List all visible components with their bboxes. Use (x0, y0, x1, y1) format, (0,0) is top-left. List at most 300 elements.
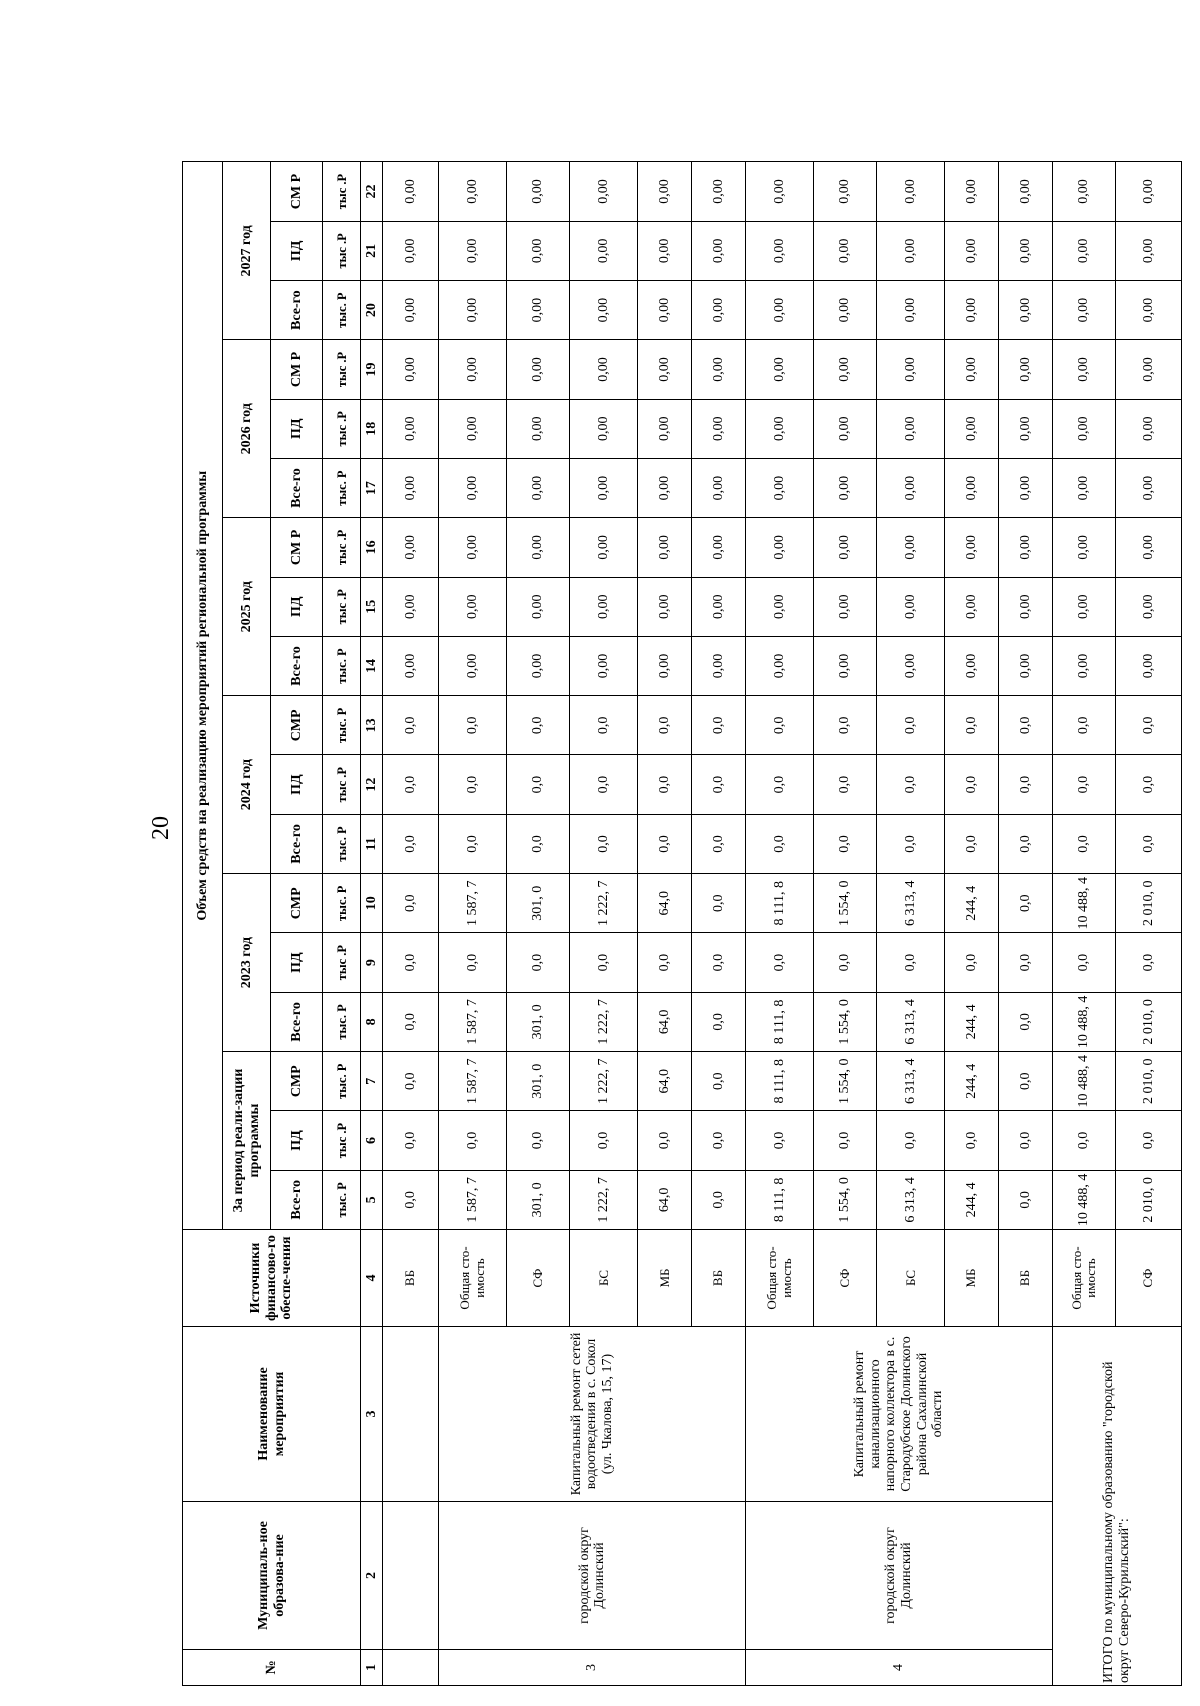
header-subcol: СМР (271, 696, 323, 755)
table-cell: 0,0 (383, 992, 439, 1051)
table-cell: 0,00 (383, 340, 439, 399)
table-cell: 64,0 (638, 1170, 692, 1229)
table-cell: 1 587, 7 (439, 1170, 507, 1229)
header-unit: тыс .Р (323, 340, 361, 399)
table-cell: 0,00 (746, 636, 814, 695)
table-cell: 0,00 (999, 399, 1053, 458)
table-cell: 10 488, 4 (1053, 874, 1116, 933)
table-cell: 1 587, 7 (439, 992, 507, 1051)
table-cell: 0,00 (1053, 458, 1116, 517)
column-number: 18 (361, 399, 383, 458)
table-cell: 0,0 (383, 1170, 439, 1229)
table-cell: 0,00 (439, 399, 507, 458)
table-cell: 0,00 (570, 162, 638, 221)
header-event: Наименование мероприятия (183, 1327, 361, 1502)
table-cell: 0,00 (999, 340, 1053, 399)
table-cell: 0,0 (439, 933, 507, 992)
table-cell: 0,00 (383, 458, 439, 517)
table-cell: 0,00 (692, 577, 746, 636)
table-cell: 0,0 (507, 1111, 570, 1170)
table-cell: 0,00 (1053, 340, 1116, 399)
column-number: 9 (361, 933, 383, 992)
table-cell: 0,00 (1116, 340, 1182, 399)
table-cell: 0,0 (383, 874, 439, 933)
table-cell: 0,00 (945, 162, 999, 221)
table-cell: 0,0 (692, 1111, 746, 1170)
header-year: 2025 год (223, 518, 271, 696)
header-unit: тыс. Р (323, 281, 361, 340)
table-cell: 0,00 (945, 458, 999, 517)
header-unit: тыс .Р (323, 221, 361, 280)
table-cell: 0,00 (507, 162, 570, 221)
table-cell: 0,0 (945, 755, 999, 814)
table-cell: 2 010, 0 (1116, 1170, 1182, 1229)
table-cell: 0,00 (1053, 162, 1116, 221)
total-label: ИТОГО по муниципальному образованию "городской округ Северо-Курильский": (1053, 1327, 1182, 1686)
table-cell: 0,0 (692, 933, 746, 992)
column-number: 2 (361, 1502, 383, 1650)
source-label: СФ (507, 1230, 570, 1327)
rotated-page (182, 102, 1182, 1686)
table-cell: 244, 4 (945, 874, 999, 933)
municipality-name: городской округ Долинский (439, 1502, 746, 1650)
column-number: 10 (361, 874, 383, 933)
table-cell: 0,00 (877, 577, 945, 636)
table-cell: 0,0 (746, 1111, 814, 1170)
column-number: 21 (361, 221, 383, 280)
table-cell: 0,00 (570, 281, 638, 340)
column-number: 20 (361, 281, 383, 340)
table-cell: 301, 0 (507, 992, 570, 1051)
table-cell: 0,0 (814, 814, 877, 873)
table-cell: 0,00 (746, 281, 814, 340)
header-subcol: Все-го (271, 814, 323, 873)
table-cell: 0,0 (638, 933, 692, 992)
table-cell: 0,0 (692, 874, 746, 933)
municipality-name: городской округ Долинский (746, 1502, 1053, 1650)
table-cell: 0,00 (383, 281, 439, 340)
table-cell: 0,00 (999, 162, 1053, 221)
table-cell: 0,0 (439, 1111, 507, 1170)
table-cell: 0,0 (1116, 755, 1182, 814)
table-cell: 0,0 (945, 933, 999, 992)
table-cell: 64,0 (638, 874, 692, 933)
table-cell: 0,00 (1116, 518, 1182, 577)
table-cell: 0,00 (746, 221, 814, 280)
column-number: 12 (361, 755, 383, 814)
table-cell: 0,0 (692, 814, 746, 873)
table-cell: 0,00 (877, 281, 945, 340)
table-cell: 0,0 (383, 755, 439, 814)
table-cell: 0,00 (814, 577, 877, 636)
table-cell: 0,00 (877, 221, 945, 280)
table-cell: 0,00 (746, 518, 814, 577)
source-label: ВБ (383, 1230, 439, 1327)
table-cell: 0,0 (638, 755, 692, 814)
table-cell: 0,0 (1053, 814, 1116, 873)
table-cell: 1 554, 0 (814, 874, 877, 933)
header-subcol: Все-го (271, 1170, 323, 1229)
table-cell: 0,0 (570, 755, 638, 814)
table-cell: 0,00 (439, 518, 507, 577)
table-cell: 0,0 (692, 1170, 746, 1229)
header-subcol: ПД (271, 933, 323, 992)
table-cell: 1 222, 7 (570, 1052, 638, 1111)
table-cell: 0,00 (945, 281, 999, 340)
table-cell: 6 313, 4 (877, 874, 945, 933)
header-subcol: Все-го (271, 636, 323, 695)
table-cell: 0,0 (1053, 933, 1116, 992)
row-number: 3 (439, 1650, 746, 1686)
table-cell: 0,0 (507, 755, 570, 814)
table-cell: 0,0 (746, 933, 814, 992)
table-cell: 0,00 (507, 281, 570, 340)
column-number: 11 (361, 814, 383, 873)
column-number: 17 (361, 458, 383, 517)
table-cell: 0,00 (1116, 281, 1182, 340)
header-subcol: СМ Р (271, 518, 323, 577)
source-label: ВБ (692, 1230, 746, 1327)
source-label: Общая сто-имость (746, 1230, 814, 1327)
header-subcol: Все-го (271, 992, 323, 1051)
header-subcol: ПД (271, 1111, 323, 1170)
table-cell: 10 488, 4 (1053, 992, 1116, 1051)
table-cell: 1 222, 7 (570, 1170, 638, 1229)
table-cell: 0,00 (383, 518, 439, 577)
header-unit: тыс .Р (323, 162, 361, 221)
header-year: 2023 год (223, 874, 271, 1052)
table-cell: 0,0 (692, 1052, 746, 1111)
table-cell: 0,00 (999, 518, 1053, 577)
table-cell: 0,00 (999, 281, 1053, 340)
table-cell: 0,00 (1116, 577, 1182, 636)
header-subcol: ПД (271, 399, 323, 458)
header-unit: тыс. Р (323, 696, 361, 755)
table-cell: 0,00 (746, 577, 814, 636)
table-cell: 0,00 (383, 577, 439, 636)
column-number: 6 (361, 1111, 383, 1170)
column-number: 15 (361, 577, 383, 636)
source-label: МБ (945, 1230, 999, 1327)
column-number: 1 (361, 1650, 383, 1686)
table-cell: 0,00 (814, 518, 877, 577)
table-cell: 0,0 (877, 696, 945, 755)
table-cell: 0,0 (507, 814, 570, 873)
table-cell: 0,00 (945, 221, 999, 280)
header-unit: тыс .Р (323, 933, 361, 992)
table-cell: 0,00 (570, 458, 638, 517)
column-number: 7 (361, 1052, 383, 1111)
funding-table (182, 102, 1182, 1686)
table-cell: 0,00 (814, 636, 877, 695)
table-cell: 0,00 (945, 636, 999, 695)
source-label: ВБ (999, 1230, 1053, 1327)
table-cell: 0,00 (1053, 518, 1116, 577)
table-cell: 0,0 (1053, 696, 1116, 755)
table-cell: 0,00 (507, 458, 570, 517)
table-cell: 0,0 (439, 696, 507, 755)
header-year: 2026 год (223, 340, 271, 518)
header-unit: тыс. Р (323, 1170, 361, 1229)
table-cell: 8 111, 8 (746, 992, 814, 1051)
header-subcol: СМ Р (271, 340, 323, 399)
source-label: МБ (638, 1230, 692, 1327)
table-cell: 0,00 (877, 636, 945, 695)
table-cell: 0,0 (1116, 696, 1182, 755)
table-cell: 0,00 (439, 221, 507, 280)
table-cell: 301, 0 (507, 1170, 570, 1229)
column-number: 3 (361, 1327, 383, 1502)
column-number: 19 (361, 340, 383, 399)
table-cell: 0,00 (507, 636, 570, 695)
table-cell: 0,00 (877, 340, 945, 399)
table-cell: 0,00 (638, 458, 692, 517)
column-number: 5 (361, 1170, 383, 1229)
table-cell: 0,0 (999, 755, 1053, 814)
table-cell: 0,00 (814, 399, 877, 458)
table-cell: 0,00 (507, 340, 570, 399)
table-cell: 0,0 (439, 814, 507, 873)
table-cell: 0,00 (746, 340, 814, 399)
page-number: 20 (148, 816, 174, 840)
table-cell: 0,0 (507, 933, 570, 992)
column-number: 8 (361, 992, 383, 1051)
table-cell: 0,00 (638, 577, 692, 636)
table-cell: 0,00 (507, 221, 570, 280)
table-cell: 0,0 (570, 814, 638, 873)
table-cell: 0,0 (877, 814, 945, 873)
table-cell: 0,00 (638, 340, 692, 399)
table-row (383, 103, 439, 1686)
table-cell: 0,0 (746, 696, 814, 755)
table-cell: 0,00 (746, 399, 814, 458)
table-cell: 301, 0 (507, 874, 570, 933)
table-cell: 0,0 (877, 755, 945, 814)
table-cell: 1 554, 0 (814, 1052, 877, 1111)
table-cell: 0,0 (570, 933, 638, 992)
table-cell: 0,00 (1116, 162, 1182, 221)
table-cell: 244, 4 (945, 1052, 999, 1111)
table-cell: 0,00 (877, 399, 945, 458)
table-cell: 0,00 (439, 340, 507, 399)
header-year: 2024 год (223, 696, 271, 874)
table-cell: 0,00 (999, 577, 1053, 636)
header-unit: тыс .Р (323, 399, 361, 458)
table-cell: 0,0 (999, 874, 1053, 933)
table-cell: 0,0 (877, 933, 945, 992)
cell-empty (383, 1327, 439, 1502)
header-subcol: Все-го (271, 281, 323, 340)
table-cell: 0,0 (383, 1111, 439, 1170)
header-subcol: СМР (271, 1052, 323, 1111)
table-cell: 0,0 (383, 1052, 439, 1111)
header-subcol: ПД (271, 577, 323, 636)
table-cell: 0,0 (570, 1111, 638, 1170)
table-cell: 0,0 (945, 696, 999, 755)
table-cell: 0,00 (877, 162, 945, 221)
cell-empty (383, 1502, 439, 1650)
table-cell: 1 222, 7 (570, 874, 638, 933)
table-cell: 0,0 (999, 933, 1053, 992)
table-row (746, 103, 814, 1686)
table-cell: 0,0 (1053, 1111, 1116, 1170)
table-cell: 0,00 (439, 458, 507, 517)
event-name: Капитальный ремонт сетей водоотведения в с. Сокол (ул. Чкалова, 15, 17) (439, 1327, 746, 1502)
table-cell: 0,0 (1116, 814, 1182, 873)
table-cell: 0,0 (746, 755, 814, 814)
table-cell: 244, 4 (945, 992, 999, 1051)
header-unit: тыс. Р (323, 992, 361, 1051)
source-label: СФ (1116, 1230, 1182, 1327)
table-cell: 0,00 (814, 458, 877, 517)
table-cell: 0,0 (383, 814, 439, 873)
header-municipality: Муниципаль-ное образова-ние (183, 1502, 361, 1650)
table-cell: 0,0 (692, 992, 746, 1051)
table-cell: 0,00 (692, 458, 746, 517)
table-cell: 0,0 (383, 696, 439, 755)
table-cell: 0,00 (1053, 281, 1116, 340)
table-cell: 2 010, 0 (1116, 1052, 1182, 1111)
table-cell: 0,00 (814, 162, 877, 221)
table-cell: 0,00 (746, 162, 814, 221)
column-number: 13 (361, 696, 383, 755)
table-cell: 0,00 (692, 281, 746, 340)
table-cell: 0,0 (439, 755, 507, 814)
table-cell: 0,00 (638, 221, 692, 280)
table-cell: 0,00 (1116, 636, 1182, 695)
table-cell: 0,00 (1116, 221, 1182, 280)
table-cell: 0,00 (814, 221, 877, 280)
header-subcol: ПД (271, 221, 323, 280)
table-cell: 0,00 (746, 458, 814, 517)
table-cell: 0,00 (1116, 399, 1182, 458)
table-row (439, 103, 507, 1686)
table-cell: 0,00 (814, 281, 877, 340)
table-cell: 0,00 (692, 636, 746, 695)
table-cell: 8 111, 8 (746, 1170, 814, 1229)
table-cell: 0,0 (638, 814, 692, 873)
table-cell: 0,00 (877, 518, 945, 577)
table-cell: 1 554, 0 (814, 1170, 877, 1229)
table-cell: 0,00 (692, 221, 746, 280)
table-cell: 0,0 (638, 1111, 692, 1170)
table-cell: 0,00 (999, 636, 1053, 695)
table-cell: 0,00 (439, 281, 507, 340)
table-cell: 0,0 (383, 933, 439, 992)
table-cell: 301, 0 (507, 1052, 570, 1111)
table-cell: 1 587, 7 (439, 1052, 507, 1111)
column-number: 16 (361, 518, 383, 577)
table-cell: 0,0 (692, 696, 746, 755)
table-row (1053, 103, 1116, 1686)
table-cell: 8 111, 8 (746, 874, 814, 933)
table-cell: 6 313, 4 (877, 1052, 945, 1111)
table-cell: 1 554, 0 (814, 992, 877, 1051)
header-unit: тыс. Р (323, 458, 361, 517)
table-cell: 0,0 (1053, 755, 1116, 814)
table-cell: 0,00 (692, 340, 746, 399)
table-cell: 0,00 (1053, 577, 1116, 636)
column-number: 14 (361, 636, 383, 695)
table-cell: 0,00 (638, 636, 692, 695)
table-cell: 0,0 (692, 755, 746, 814)
table-cell: 0,00 (638, 162, 692, 221)
table-cell: 10 488, 4 (1053, 1052, 1116, 1111)
table-cell: 0,0 (999, 1052, 1053, 1111)
table-cell: 0,00 (945, 577, 999, 636)
source-label: Общая сто-имость (1053, 1230, 1116, 1327)
table-cell: 0,0 (507, 696, 570, 755)
header-year: 2027 год (223, 162, 271, 340)
header-unit: тыс. Р (323, 814, 361, 873)
table-cell: 2 010, 0 (1116, 874, 1182, 933)
source-label: БС (570, 1230, 638, 1327)
table-cell: 0,0 (814, 696, 877, 755)
header-unit: тыс. Р (323, 874, 361, 933)
header-volume: Объем средств на реализацию мероприятий региональной программы (183, 162, 223, 1230)
table-cell: 0,00 (570, 399, 638, 458)
table-cell: 0,0 (746, 814, 814, 873)
table-cell: 0,0 (814, 933, 877, 992)
header-unit: тыс. Р (323, 636, 361, 695)
table-cell: 0,00 (1053, 399, 1116, 458)
header-unit: тыс .Р (323, 577, 361, 636)
header-subcol: Все-го (271, 458, 323, 517)
table-cell: 0,00 (439, 636, 507, 695)
table-cell: 0,00 (570, 518, 638, 577)
table-cell: 0,00 (507, 518, 570, 577)
table-cell: 244, 4 (945, 1170, 999, 1229)
table-cell: 64,0 (638, 992, 692, 1051)
event-name: Капитальный ремонт канализационного напорного коллектора в с. Стародубское Долинского района Сахалинской области (746, 1327, 1053, 1502)
table-cell: 0,0 (1116, 933, 1182, 992)
cell-empty (383, 1650, 439, 1686)
table-cell: 0,0 (877, 1111, 945, 1170)
header-unit: тыс. Р (323, 1052, 361, 1111)
header-subcol: СМР (271, 874, 323, 933)
table-cell: 0,00 (877, 458, 945, 517)
table-cell: 0,00 (638, 518, 692, 577)
header-subcol: СМ Р (271, 162, 323, 221)
header-unit: тыс .Р (323, 1111, 361, 1170)
table-cell: 0,00 (814, 340, 877, 399)
header-period: За период реали-зации программы (223, 1052, 271, 1230)
table-cell: 0,00 (1053, 636, 1116, 695)
table-cell: 8 111, 8 (746, 1052, 814, 1111)
table-cell: 0,0 (999, 1170, 1053, 1229)
table-cell: 0,00 (999, 221, 1053, 280)
table-cell: 0,0 (999, 696, 1053, 755)
table-cell: 0,00 (999, 458, 1053, 517)
source-label: СФ (814, 1230, 877, 1327)
column-number: 22 (361, 162, 383, 221)
table-cell: 10 488, 4 (1053, 1170, 1116, 1229)
table-cell: 0,00 (570, 340, 638, 399)
row-number: 4 (746, 1650, 1053, 1686)
header-unit: тыс .Р (323, 755, 361, 814)
table-cell: 0,00 (638, 399, 692, 458)
table-cell: 0,0 (1116, 1111, 1182, 1170)
table-cell: 0,0 (999, 1111, 1053, 1170)
table-cell: 0,00 (383, 399, 439, 458)
table-cell: 0,0 (570, 696, 638, 755)
table-cell: 1 587, 7 (439, 874, 507, 933)
table-cell: 0,0 (999, 814, 1053, 873)
table-cell: 0,00 (638, 281, 692, 340)
table-cell: 0,00 (383, 221, 439, 280)
source-label: БС (877, 1230, 945, 1327)
table-cell: 0,00 (383, 162, 439, 221)
